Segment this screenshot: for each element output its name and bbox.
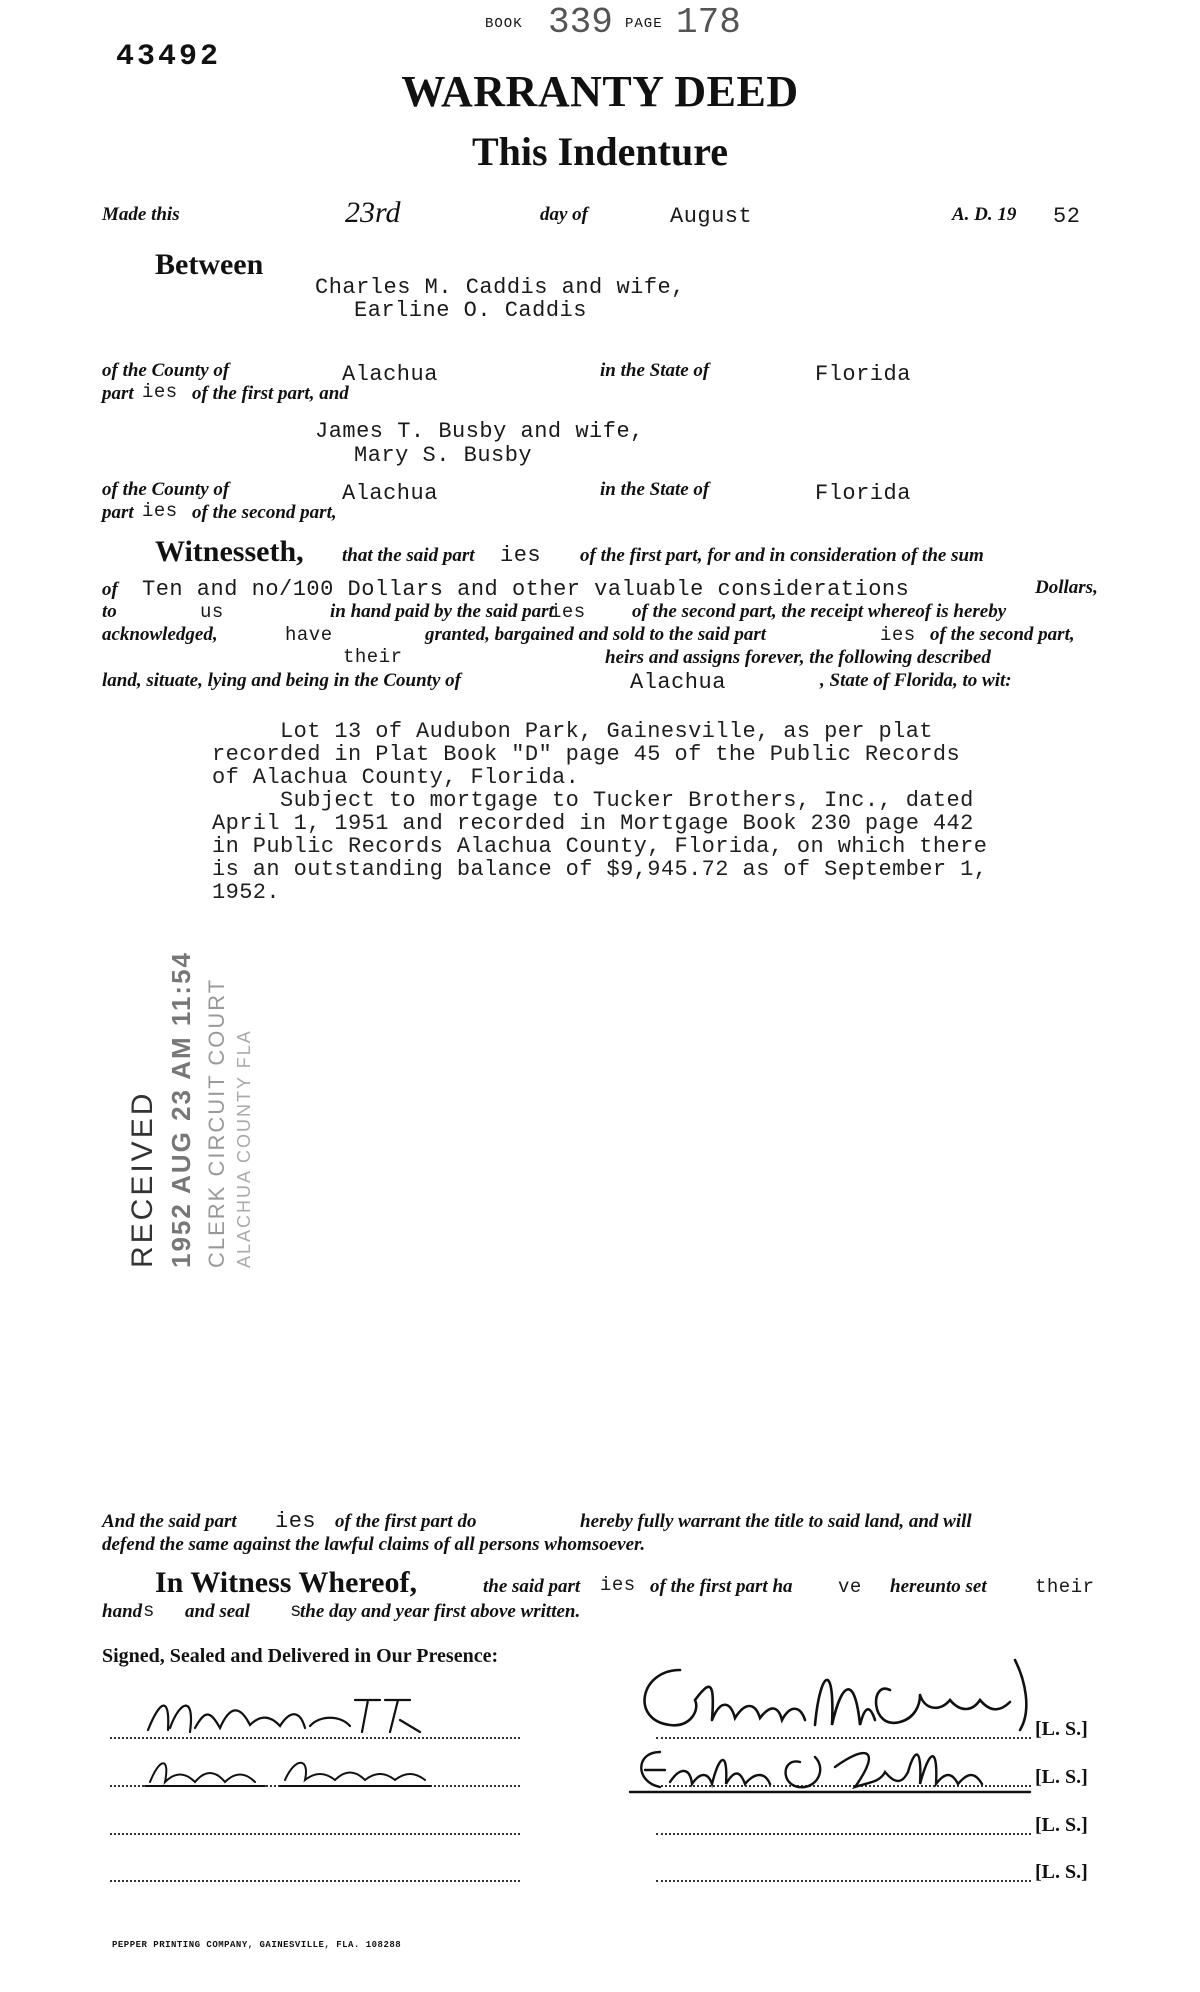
second-part-fill: ies bbox=[142, 500, 178, 522]
page-stamp-prefix: PAGE bbox=[625, 16, 663, 32]
first-part-post: of the first part, and bbox=[192, 383, 349, 404]
received-stamp bbox=[126, 951, 256, 1268]
first-county-value: Alachua bbox=[342, 362, 438, 387]
witnesseth-t4: of the second part, the receipt whereof is hereby bbox=[632, 601, 1007, 622]
second-county-value: Alachua bbox=[342, 481, 438, 506]
month-value: August bbox=[670, 204, 753, 229]
second-party-line1: James T. Busby and wife, bbox=[315, 419, 644, 444]
first-party-line2: Earline O. Caddis bbox=[354, 298, 587, 323]
in-witness-w5: the day and year first above written. bbox=[300, 1601, 581, 1622]
grantor-line-3 bbox=[656, 1833, 1031, 1835]
dollars-label: Dollars, bbox=[1035, 577, 1098, 598]
ls-label-1: [L. S.] bbox=[1035, 1718, 1088, 1740]
hands-fill: s bbox=[143, 1600, 155, 1622]
first-part-fill: ies bbox=[142, 381, 178, 403]
in-witness-their-fill: their bbox=[1035, 1576, 1095, 1598]
witnesseth-t1-fill: ies bbox=[500, 543, 542, 568]
witness-signature-2 bbox=[145, 1752, 435, 1792]
book-stamp-prefix: BOOK bbox=[485, 16, 523, 32]
year-label: A. D. 19 bbox=[952, 204, 1017, 225]
seals-fill: s bbox=[290, 1600, 302, 1622]
county-fill: Alachua bbox=[630, 670, 726, 695]
stamp-received: RECEIVED bbox=[126, 1090, 159, 1268]
second-state-label: in the State of bbox=[600, 479, 710, 500]
made-this-label: Made this bbox=[102, 204, 180, 225]
instrument-number: 43492 bbox=[116, 40, 222, 74]
witnesseth-t5: granted, bargained and sold to the said part bbox=[425, 624, 766, 645]
day-value: 23rd bbox=[345, 196, 401, 229]
to-label: to bbox=[102, 601, 117, 622]
printer-imprint: PEPPER PRINTING COMPANY, GAINESVILLE, FLA. 108288 bbox=[112, 1940, 402, 1950]
presence-label: Signed, Sealed and Delivered in Our Presence: bbox=[102, 1645, 499, 1667]
witnesseth-t3-fill: ies bbox=[550, 601, 586, 623]
their-fill: their bbox=[343, 646, 403, 668]
between-label: Between bbox=[155, 248, 264, 281]
witnesseth-t3: in hand paid by the said part bbox=[330, 601, 554, 622]
witnesseth-t7: heirs and assigns forever, the following described bbox=[605, 647, 991, 668]
witnesseth-t9: , State of Florida, to wit: bbox=[820, 670, 1012, 691]
witnesseth-t5-fill: ies bbox=[880, 624, 916, 646]
of-label: of bbox=[102, 579, 118, 600]
ls-label-4: [L. S.] bbox=[1035, 1861, 1088, 1883]
witness-line-4 bbox=[110, 1880, 520, 1882]
deed-title: WARRANTY DEED bbox=[401, 67, 799, 116]
witnesseth-t6: of the second part, bbox=[930, 624, 1075, 645]
stamp-date: 1952 AUG 23 AM 11:54 bbox=[166, 951, 196, 1268]
second-state-value: Florida bbox=[815, 481, 911, 506]
hands-pre: hand bbox=[102, 1601, 143, 1622]
first-party-line1: Charles M. Caddis and wife, bbox=[315, 275, 685, 300]
warranty-a4: defend the same against the lawful claims of all persons whomsoever. bbox=[102, 1534, 646, 1555]
witnesseth-t1: that the said part bbox=[342, 545, 475, 566]
witnesseth-t2: of the first part, for and in consideration of the sum bbox=[580, 545, 984, 566]
warranty-a1: And the said part bbox=[102, 1511, 237, 1532]
ls-label-2: [L. S.] bbox=[1035, 1766, 1088, 1788]
acknowledged-label: acknowledged, bbox=[102, 624, 218, 645]
stamp-clerk: CLERK CIRCUIT COURT bbox=[204, 977, 229, 1268]
second-part-pre: part bbox=[102, 502, 134, 523]
second-county-label: of the County of bbox=[102, 479, 230, 500]
in-witness-label: In Witness Whereof, bbox=[155, 1566, 417, 1599]
ls-label-3: [L. S.] bbox=[1035, 1814, 1088, 1836]
witnesseth-label: Witnesseth, bbox=[155, 535, 304, 568]
grantor-line-4 bbox=[656, 1880, 1031, 1882]
first-state-label: in the State of bbox=[600, 360, 710, 381]
have-fill: have bbox=[285, 624, 333, 646]
witnesseth-t8: land, situate, lying and being in the County of bbox=[102, 670, 461, 691]
deed-subtitle: This Indenture bbox=[471, 129, 728, 174]
warranty-a2: of the first part do bbox=[335, 1511, 477, 1532]
legal-description: Lot 13 of Audubon Park, Gainesville, as per plat recorded in Plat Book "D" page 45 of the Public Records of Alachua County, Florida. Subject to mortgage to Tucker Brothers, Inc., dated April 1, 1951 and recorded in Mortgage Book 230 page 442 in Public Records Alachua County, Florida, on which there is an outstanding balance of $9,945.72 as of September 1, 1952. bbox=[212, 719, 988, 905]
consideration-sum: Ten and no/100 Dollars and other valuable considerations bbox=[142, 577, 910, 602]
second-party-line2: Mary S. Busby bbox=[354, 443, 533, 468]
book-number: 339 bbox=[548, 2, 613, 43]
stamp-county: ALACHUA COUNTY FLA bbox=[234, 1029, 254, 1268]
in-witness-w1-fill: ies bbox=[600, 1574, 636, 1596]
in-witness-w2-fill: ve bbox=[838, 1576, 862, 1598]
first-part-pre: part bbox=[102, 383, 134, 404]
year-value: 52 bbox=[1053, 204, 1081, 229]
page-number: 178 bbox=[676, 2, 741, 43]
witness-signature-1 bbox=[140, 1690, 440, 1745]
second-part-post: of the second part, bbox=[192, 502, 337, 523]
in-witness-w3: hereunto set bbox=[890, 1576, 987, 1597]
day-of-label: day of bbox=[540, 204, 589, 225]
in-witness-w2: of the first part ha bbox=[650, 1576, 793, 1597]
in-witness-w1: the said part bbox=[483, 1576, 581, 1597]
in-witness-w4: and seal bbox=[185, 1601, 250, 1622]
to-fill: us bbox=[200, 601, 224, 623]
grantor-signature-1 bbox=[620, 1650, 1040, 1745]
warranty-a3: hereby fully warrant the title to said land, and will bbox=[580, 1511, 972, 1532]
first-county-label: of the County of bbox=[102, 360, 230, 381]
first-state-value: Florida bbox=[815, 362, 911, 387]
witness-line-3 bbox=[110, 1833, 520, 1835]
warranty-a1-fill: ies bbox=[275, 1509, 317, 1534]
grantor-signature-2 bbox=[630, 1742, 1040, 1797]
